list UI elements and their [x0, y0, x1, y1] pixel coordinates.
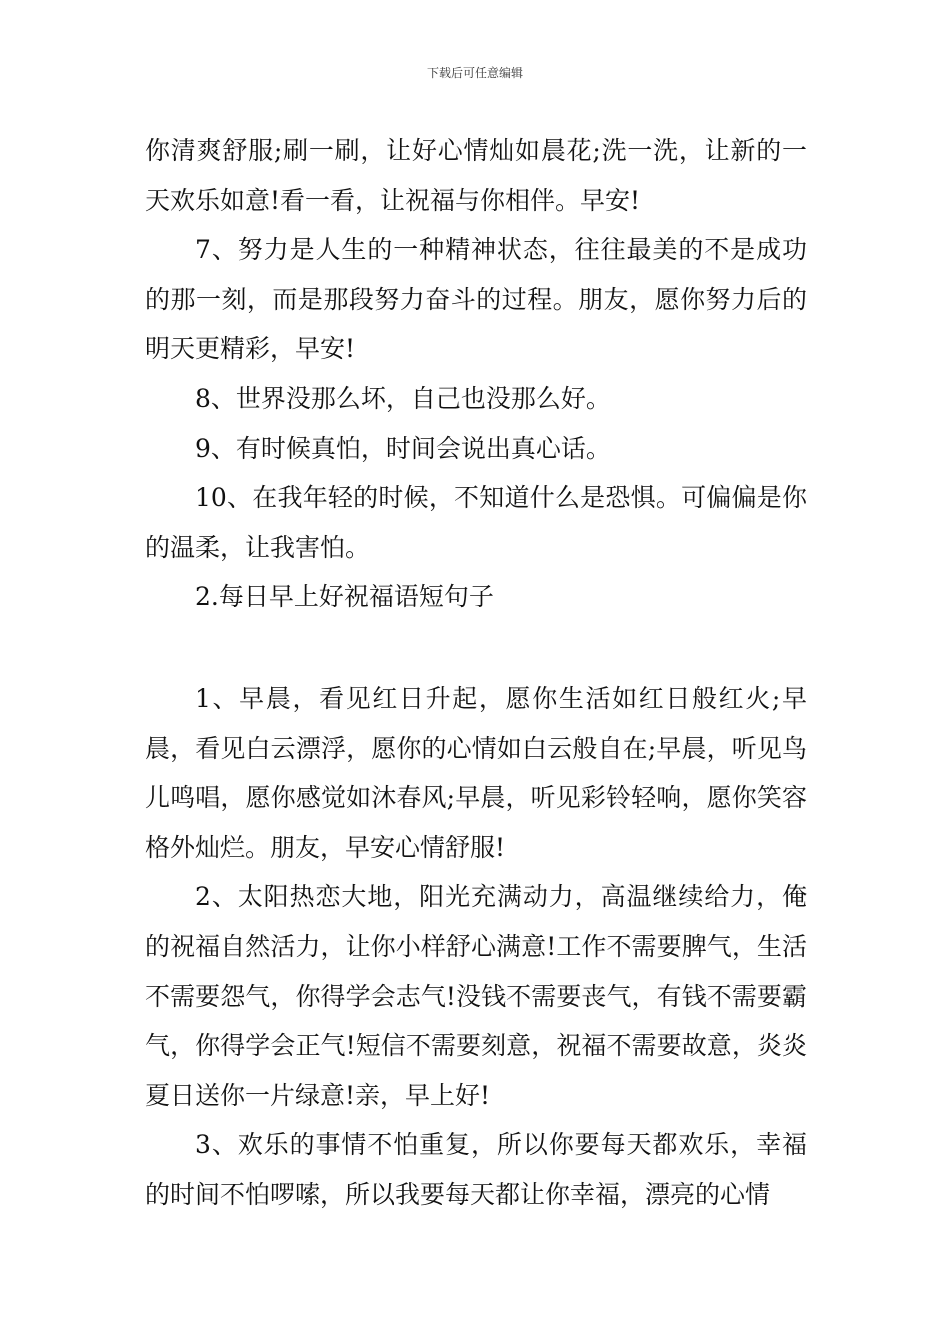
paragraph-4: 9、有时候真怕，时间会说出真心话。: [195, 433, 611, 463]
paragraph-6: 1、早晨，看见红日升起，愿你生活如红日般红火;早晨，看见白云漂浮，愿你的心情如白云般自在;早晨，听见鸟儿鸣唱，愿你感觉如沐春风;早晨，听见彩铃轻响，愿你笑容格外灿烂。朋友，早安心情舒服!: [145, 683, 807, 862]
document-body: [145, 126, 807, 1219]
paragraph-3: 8、世界没那么坏，自己也没那么好。: [195, 383, 611, 413]
paragraph-5: 10、在我年轻的时候，不知道什么是恐惧。可偏偏是你的温柔，让我害怕。: [145, 483, 807, 562]
paragraph-2: 7、努力是人生的一种精神状态，往往最美的不是成功的那一刻，而是那段努力奋斗的过程。朋友，愿你努力后的明天更精彩，早安!: [145, 235, 807, 364]
paragraph-7: 2、太阳热恋大地，阳光充满动力，高温继续给力，俺的祝福自然活力，让你小样舒心满意!工作不需要脾气，生活不需要怨气，你得学会志气!没钱不需要丧气，有钱不需要霸气，你得学会正气!短信不需要刻意，祝福不需要故意，炎炎夏日送你一片绿意!亲，早上好!: [145, 882, 807, 1110]
section-spacer: [145, 622, 807, 674]
section-heading: 2.每日早上好祝福语短句子: [195, 582, 494, 612]
page-header: 下载后可任意编辑: [426, 66, 523, 80]
paragraph-1: 你清爽舒服;刷一刷，让好心情灿如晨花;洗一洗，让新的一天欢乐如意!看一看，让祝福与你相伴。早安!: [145, 136, 807, 215]
paragraph-8: 3、欢乐的事情不怕重复，所以你要每天都欢乐，幸福的时间不怕啰嗦，所以我要每天都让你幸福，漂亮的心情: [145, 1130, 807, 1209]
